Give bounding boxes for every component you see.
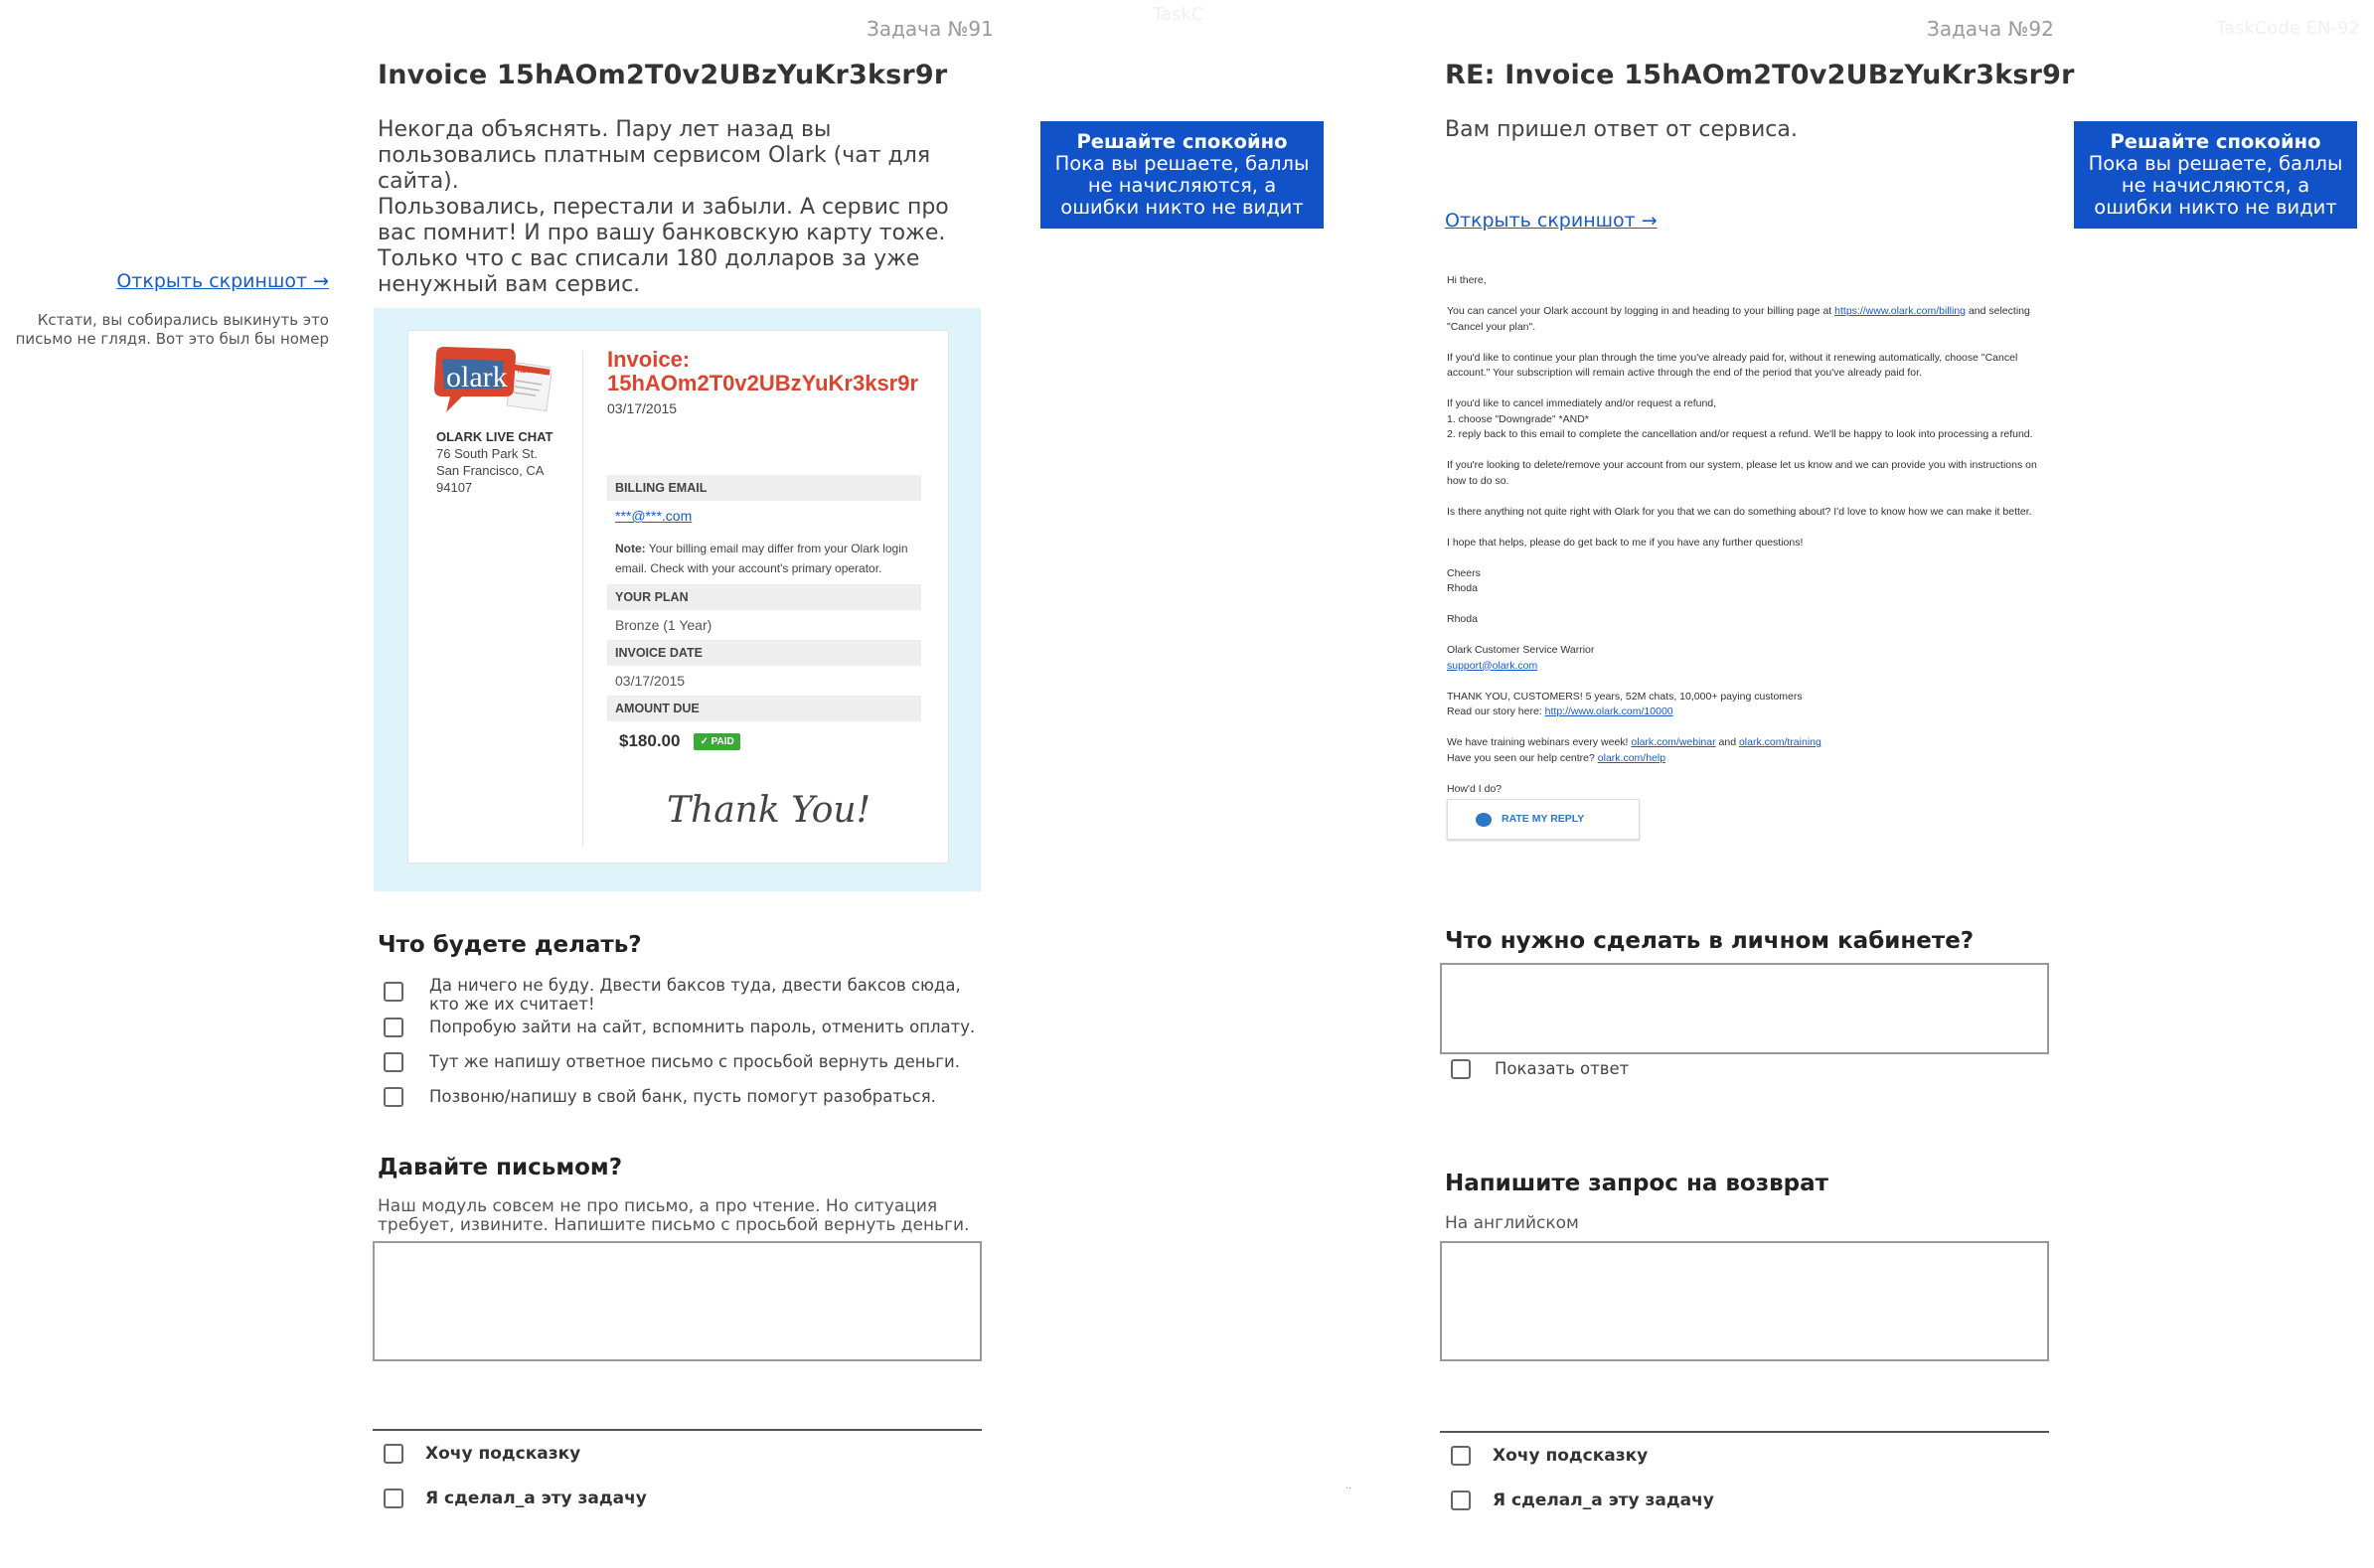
hint-toggle-2[interactable] — [1451, 1446, 1648, 1466]
page-title: Invoice 15hAOm2T0v2UBzYuKr3ksr9r — [378, 60, 948, 90]
email-p3-l3: 2. reply back to this email to complete the cancellation and/or request a refund. We'll be happy to look into processing a refund. — [1447, 428, 2033, 440]
billing-email-value: ***@***.com — [615, 508, 693, 524]
done-checkbox[interactable] — [384, 1489, 403, 1508]
show-answer-checkbox[interactable] — [1451, 1059, 1471, 1079]
email-p5: Is there anything not quite right with Olark for you that we can do something about? I'd love to know how we can make it better. — [1447, 505, 2032, 518]
question-4-subtext: На английском — [1445, 1213, 1579, 1233]
email-p1-a: You can cancel your Olark account by logging in and heading to your billing page at — [1447, 305, 1835, 317]
thank-you-signature: Thank You! — [667, 790, 871, 831]
question-2-subtext: Наш модуль совсем не про письмо, а про чтение. Но ситуация требует, извините. Напишите письмо с просьбой вернуть деньги. — [378, 1196, 970, 1235]
done-label-2: Я сделал_а эту задачу — [1493, 1490, 1714, 1510]
hint-checkbox[interactable] — [384, 1444, 403, 1464]
option-3[interactable] — [384, 1052, 980, 1087]
rate-reply-label: RATE MY REPLY — [1502, 812, 1585, 825]
option-4[interactable] — [384, 1087, 980, 1122]
invoice-divider — [582, 351, 583, 848]
open-screenshot-link-2[interactable]: Открыть скриншот → — [1445, 210, 1658, 232]
email-screenshot[interactable] — [1447, 273, 2053, 840]
option-2-label: Попробую зайти на сайт, вспомнить пароль, отменить оплату. — [429, 1018, 976, 1036]
email-sign — [1447, 566, 2053, 597]
invoice-heading-label: Invoice: — [607, 347, 691, 372]
email-how: How'd I do? — [1447, 782, 1503, 795]
tiny-mark: .. — [1345, 1481, 1352, 1491]
calm-notice-title: Решайте спокойно — [1076, 130, 1288, 153]
email-help-a: Have you seen our help centre? — [1447, 751, 1598, 764]
email-greeting: Hi there, — [1447, 274, 1487, 286]
email-p4: If you're looking to delete/remove your account from our system, please let us know and we can provide you with instructions on how to do so. — [1447, 459, 2037, 487]
receipt-tag: RECEIPT — [518, 369, 545, 375]
help-link[interactable]: olark.com/help — [1597, 751, 1666, 764]
task-code: TaskC — [1153, 4, 1204, 25]
email-p3 — [1447, 396, 2053, 443]
invoice-date-label: INVOICE DATE — [607, 640, 921, 666]
calm-notice-text: Пока вы решаете, баллы не начисляются, а ошибки никто не видит — [1054, 152, 1310, 219]
email-p2: If you'd like to continue your plan through the time you've already paid for, without it renewing automatically, choose "Cancel account." Your subscription will remain active through the end of the period that you've already paid for. — [1447, 351, 2018, 379]
question-1-heading: Что будете делать? — [378, 932, 642, 958]
billing-note-text: Your billing email may differ from your Olark login email. Check with your account's primary operator. — [615, 542, 908, 575]
hint-checkbox-2[interactable] — [1451, 1446, 1471, 1466]
calm-notice-2-title: Решайте спокойно — [2110, 130, 2321, 153]
question-4-heading: Напишите запрос на возврат — [1445, 1171, 1828, 1196]
email-p6: I hope that helps, please do get back to me if you have any further questions! — [1447, 536, 1804, 549]
hint-toggle[interactable] — [384, 1444, 580, 1464]
email-thanks — [1447, 690, 2053, 720]
amount-value: $180.00 — [619, 731, 681, 750]
task-number: Задача №91 — [867, 17, 994, 41]
task-number-2: Задача №92 — [1927, 17, 2054, 41]
option-3-checkbox[interactable] — [384, 1052, 403, 1072]
email-thanks-l1: THANK YOU, CUSTOMERS! 5 years, 52M chats, 10,000+ paying customers — [1447, 690, 1803, 703]
email-sign-cheers: Cheers — [1447, 566, 1481, 579]
question-1-options — [384, 976, 980, 1122]
intro-paragraph-1: Некогда объяснять. Пару лет назад вы пользовались платным сервисом Olark (чат для сайта). — [378, 117, 931, 194]
task-code-2: TaskCode EN-92 — [2216, 18, 2360, 39]
email-p3-l2: 1. choose "Downgrade" *AND* — [1447, 412, 1589, 425]
invoice-date-top: 03/17/2015 — [607, 400, 678, 416]
story-link[interactable]: http://www.olark.com/10000 — [1544, 706, 1673, 717]
email-sign-name1: Rhoda — [1447, 582, 1478, 594]
rate-reply-button[interactable] — [1447, 799, 1640, 840]
amount-row — [607, 721, 921, 761]
plan-label: YOUR PLAN — [607, 584, 921, 610]
company-address-3: 94107 — [436, 480, 473, 495]
option-1[interactable] — [384, 976, 980, 1014]
calm-notice — [1040, 121, 1324, 229]
email-p3-l1: If you'd like to cancel immediately and/or request a refund, — [1447, 397, 1717, 409]
done-checkbox-2[interactable] — [1451, 1490, 1471, 1510]
chat-bubble-icon — [1476, 813, 1492, 827]
refund-request-textarea[interactable] — [1440, 1241, 2049, 1361]
email-sign-name2: Rhoda — [1447, 613, 1478, 625]
invoice-details — [607, 475, 921, 761]
plan-value: Bronze (1 Year) — [615, 617, 712, 633]
intro-2: Вам пришел ответ от сервиса. — [1445, 117, 1798, 142]
option-2[interactable] — [384, 1018, 980, 1052]
invoice-heading-id: 15hAOm2T0v2UBzYuKr3ksr9r — [607, 371, 919, 395]
question-2-heading: Давайте письмом? — [378, 1155, 623, 1180]
billing-note — [607, 531, 921, 584]
company-name: OLARK LIVE CHAT — [436, 429, 554, 444]
done-label: Я сделал_а эту задачу — [425, 1489, 647, 1508]
olark-logo-text: olark — [446, 361, 508, 393]
option-2-checkbox[interactable] — [384, 1018, 403, 1037]
email-p1-b: and selecting "Cancel your plan". — [1447, 305, 2030, 333]
billing-email-label: BILLING EMAIL — [607, 475, 921, 501]
done-toggle[interactable] — [384, 1489, 647, 1508]
invoice-date-value: 03/17/2015 — [615, 673, 686, 689]
footer-divider — [373, 1429, 982, 1431]
option-1-checkbox[interactable] — [384, 982, 403, 1002]
option-4-label: Позвоню/напишу в свой банк, пусть помогут разобраться. — [429, 1087, 936, 1106]
cabinet-answer-textarea[interactable] — [1440, 963, 2049, 1054]
email-train-and: and — [1715, 736, 1739, 748]
support-email-link[interactable]: support@olark.com — [1447, 659, 1538, 672]
webinar-link[interactable]: olark.com/webinar — [1631, 736, 1716, 748]
open-screenshot-link[interactable]: Открыть скриншот → — [116, 270, 329, 292]
company-address-2: San Francisco, CA — [436, 463, 545, 478]
email-training — [1447, 735, 2053, 766]
question-3-heading: Что нужно сделать в личном кабинете? — [1445, 928, 1975, 954]
option-3-label: Тут же напишу ответное письмо с просьбой вернуть деньги. — [429, 1052, 960, 1071]
email-train-a: We have training webinars every week! — [1447, 736, 1632, 748]
footer-divider-2 — [1440, 1431, 2049, 1433]
intro-paragraph-2: Пользовались, перестали и забыли. А сервис про вас помнит! И про вашу банковскую карту тоже. Только что с вас списали 180 долларов за уже ненужный вам сервис. — [378, 195, 949, 297]
email-signature — [1447, 643, 2053, 674]
show-answer-toggle[interactable] — [1451, 1059, 1629, 1079]
email-p1 — [1447, 304, 2053, 335]
side-note: Кстати, вы собирались выкинуть это письмо не глядя. Вот это был бы номер — [15, 311, 329, 348]
invoice-card — [407, 330, 949, 863]
hint-label-2: Хочу подсказку — [1493, 1446, 1649, 1466]
page-title-2: RE: Invoice 15hAOm2T0v2UBzYuKr3ksr9r — [1445, 60, 2075, 90]
done-toggle-2[interactable] — [1451, 1490, 1714, 1510]
training-link[interactable]: olark.com/training — [1738, 736, 1821, 748]
paid-badge: ✓ PAID — [694, 733, 739, 750]
calm-notice-2-text: Пока вы решаете, баллы не начисляются, а ошибки никто не видит — [2088, 152, 2343, 219]
hint-label: Хочу подсказку — [425, 1444, 581, 1464]
billing-note-bold: Note: — [615, 542, 646, 555]
option-4-checkbox[interactable] — [384, 1087, 403, 1107]
invoice-screenshot[interactable] — [374, 308, 981, 891]
email-sign-role: Olark Customer Service Warrior — [1447, 644, 1595, 656]
company-address-1: 76 South Park St. — [436, 446, 538, 461]
letter-textarea[interactable] — [373, 1241, 982, 1361]
option-1-label: Да ничего не буду. Двести баксов туда, двести баксов сюда, кто же их считает! — [429, 976, 961, 1014]
show-answer-label: Показать ответ — [1495, 1059, 1630, 1078]
calm-notice-2 — [2074, 121, 2357, 229]
email-thanks-l2: Read our story here: — [1447, 706, 1545, 717]
billing-link[interactable]: https://www.olark.com/billing — [1834, 305, 1967, 317]
olark-logo — [432, 345, 552, 419]
amount-label: AMOUNT DUE — [607, 696, 921, 721]
